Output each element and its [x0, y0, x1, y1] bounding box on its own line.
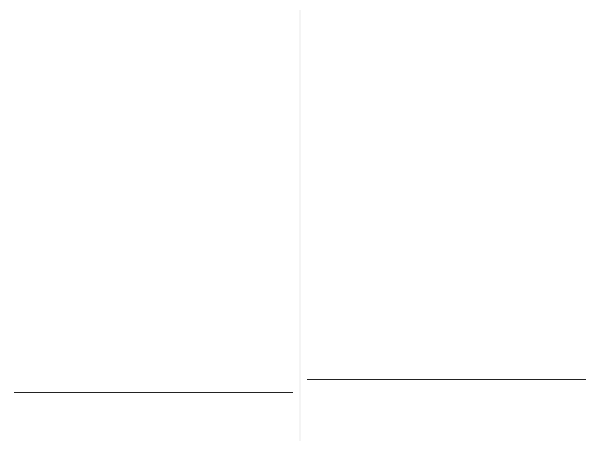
right-footnote	[307, 386, 586, 399]
right-paragraph	[307, 204, 586, 223]
left-paragraph	[14, 57, 293, 76]
left-page-body	[14, 36, 293, 386]
right-footnote	[307, 412, 586, 425]
right-paragraph	[307, 162, 586, 181]
right-paragraph	[307, 120, 586, 139]
left-paragraph	[14, 204, 293, 223]
left-page	[14, 10, 293, 451]
right-footnotes	[307, 379, 586, 451]
right-paragraph	[307, 99, 586, 118]
right-page	[307, 10, 586, 451]
right-footnote	[307, 399, 586, 412]
left-paragraph	[14, 162, 293, 181]
left-footnote	[14, 399, 293, 412]
left-paragraph	[14, 99, 293, 118]
left-paragraph	[14, 225, 293, 244]
right-paragraph	[307, 246, 586, 265]
right-footnote	[307, 425, 586, 438]
right-page-header	[307, 10, 586, 30]
left-footnote	[14, 438, 293, 451]
left-footnote	[14, 425, 293, 438]
left-paragraph	[14, 36, 293, 55]
page-gutter	[300, 10, 301, 441]
left-footnotes	[14, 392, 293, 451]
left-footnote	[14, 412, 293, 425]
left-paragraph	[14, 183, 293, 202]
right-paragraph	[307, 57, 586, 76]
left-paragraph	[14, 78, 293, 97]
left-paragraph	[14, 120, 293, 139]
left-paragraph	[14, 141, 293, 160]
right-paragraph	[307, 183, 586, 202]
right-paragraph	[307, 225, 586, 244]
left-page-header	[14, 10, 293, 30]
right-paragraph	[307, 141, 586, 160]
right-footnote	[307, 438, 586, 451]
right-paragraph	[307, 36, 586, 55]
right-page-body	[307, 36, 586, 373]
right-paragraph	[307, 78, 586, 97]
